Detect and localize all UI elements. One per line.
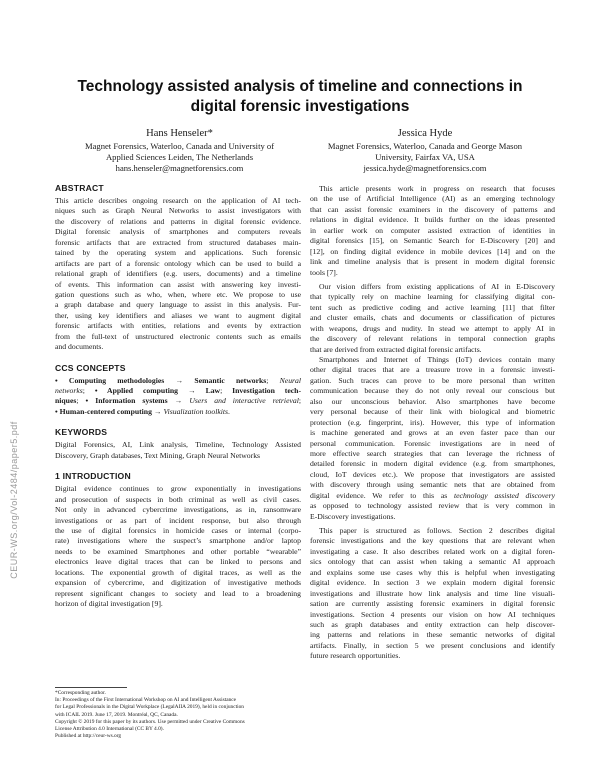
abstract-line: ther, using key identifiers and aliases we want to augment digital <box>55 310 301 320</box>
footnote-line: In: Proceedings of the First International Workshop on AI and Intelligent Assistance <box>55 697 237 704</box>
introduction-heading: 1 INTRODUCTION <box>55 471 131 482</box>
body-line: Smartphones and Internet of Things (IoT) devices contain many <box>319 355 555 364</box>
footnote-link[interactable]: Published at http://ceur-ws.org <box>55 733 122 740</box>
body-line: digital forensics [15], on Semantic Search for E-Discovery [20] and <box>310 236 555 246</box>
body-line: digital evidence. In section 3 we explain modern digital forensic <box>310 578 555 588</box>
abstract-line: gation questions such as who, when, where etc. We propose to use <box>55 289 301 299</box>
author-affiliation: University, Fairfax VA, USA <box>375 152 475 163</box>
author-email: hans.henseler@magnetforensics.com <box>115 163 244 174</box>
abstract-line: forensic artifacts with entities, relations and events by extraction <box>55 321 301 331</box>
intro-line: locations. The exponential growth of digital traces, as well as the <box>55 567 301 577</box>
ccs-arrow: → <box>151 406 164 416</box>
side-stamp <box>7 380 21 620</box>
abstract-line: relational graph of identifiers (e.g. users, documents) and a timeline <box>55 269 301 279</box>
body-line: This article presents work in progress on research that focuses <box>319 184 555 193</box>
intro-line: Digital evidence continues to grow exponentially in investigations <box>55 484 301 494</box>
ccs-italic-term: networks <box>55 386 83 395</box>
body-line: ing patterns and relations in these semantic networks of digital <box>310 630 555 640</box>
left-column <box>55 182 301 609</box>
footnote-line: for Legal Professionals in the Digital Workplace (LegalAIIA 2019), held in conjunction <box>55 704 244 711</box>
paragraph-4 <box>310 526 555 662</box>
intro-line: represent significant changes to society and lead to a broadening <box>55 588 301 598</box>
ccs-arrow: → <box>167 396 190 406</box>
footnote-line: with ICAIL 2019. June 17, 2019. Montréal, QC, Canada. <box>55 711 178 718</box>
abstract-line: and documents. <box>55 342 104 352</box>
right-column <box>310 184 555 662</box>
body-line: investigating a case. It also describes related work on a digital foren- <box>310 546 555 556</box>
intro-line: expansion of cybercrime, and digitization of investigative methods <box>55 578 301 588</box>
author-block-1 <box>52 127 307 175</box>
abstract-line: the discovery of relations and patterns in digital forensic evidence. <box>55 216 301 226</box>
body-line: link and timeline analysis that is present in modern digital forensic <box>310 257 555 267</box>
ccs-concept: • Information systems <box>85 396 168 406</box>
intro-line: needs to be examined Smartphones and other portable “wearable” <box>55 546 301 556</box>
ccs-arrow: → <box>178 386 206 395</box>
paragraph-2 <box>310 282 555 355</box>
body-line: sics ontology that can assist when taking a semantic AI approach <box>310 557 555 567</box>
ccs-arrow: → <box>164 375 195 385</box>
ccs-italic-term: Neural <box>279 375 302 385</box>
body-line: personal communication. Forensic investigations are in need of <box>310 438 555 448</box>
ccs-line <box>55 386 301 396</box>
body-line: as opposed to technology assisted review that is very common in <box>310 501 555 511</box>
ccs-separator: ; <box>266 375 280 385</box>
intro-line: and prosecution of suspects in both criminal as well as civil cases. <box>55 494 301 504</box>
body-line: gation. Such traces can prove to be more personal than written <box>310 375 555 385</box>
body-line: also our unconscious behavior. Also smartphones have become <box>310 396 555 406</box>
author-affiliation: Applied Sciences Leiden, The Netherlands <box>105 152 254 163</box>
introduction-body <box>55 484 301 609</box>
intro-line: electronics leave digital traces that can be linked to persons and <box>55 557 301 567</box>
body-line: on the use of Artificial Intelligence (AI) as an emerging technology <box>310 194 555 204</box>
ccs-line <box>55 376 301 386</box>
body-line: that can assist forensic examiners in the discovery of patterns and <box>310 204 555 214</box>
ccs-italic-term: Visualization toolkits <box>163 406 229 416</box>
intro-line: the use of digital forensics in homicide cases or internal (corpo- <box>55 525 301 535</box>
side-stamp-text: CEUR-WS.org/Vol-2484/paper5.pdf <box>9 421 19 579</box>
ccs-line <box>55 396 301 406</box>
body-line: that are derived from extracted digital forensic artifacts. <box>310 344 482 354</box>
body-line: very personal because of their link with biological and biometric <box>310 407 555 417</box>
body-line: forensic investigations and the key questions that are relevant when <box>310 536 555 546</box>
body-line: future research opportunities. <box>310 651 401 661</box>
body-line: in earlier work on computer assisted extraction of identities in <box>310 225 555 235</box>
body-line: E-Discovery investigations. <box>310 511 396 521</box>
ccs-heading: CCS CONCEPTS <box>55 362 126 373</box>
ccs-subconcept: niques <box>55 396 77 406</box>
footnote <box>55 690 305 740</box>
footnote-line: *Corresponding author. <box>55 690 106 696</box>
abstract-line: tained by the operating system and applications. Such forensic <box>55 248 301 258</box>
ccs-italic-term: Users and interactive retrieval <box>189 396 299 406</box>
author-name: Hans Henseler* <box>146 128 213 139</box>
author-affiliation: Magnet Forensics, Waterloo, Canada and University of <box>84 141 275 151</box>
ccs-concept: • Human-centered computing <box>55 406 152 416</box>
body-line: more effective search strategies that can leverage the richness of <box>310 448 555 458</box>
abstract-line: niques such as Graph Neural Networks to assist investigators with <box>55 206 301 216</box>
emphasis-term: technology assisted discovery <box>453 490 555 500</box>
ccs-concept: • Computing methodologies <box>55 375 165 385</box>
abstract-heading: ABSTRACT <box>55 183 104 193</box>
author-affiliation: Magnet Forensics, Waterloo, Canada and George Mason <box>327 141 523 151</box>
ccs-end: ; <box>76 396 86 406</box>
body-line: detailed forensic in modern digital evidence (e.g. from smartphones, <box>310 459 555 469</box>
ccs-end: ; <box>298 396 302 406</box>
abstract-line: from the full-text of unstructured electronic contents such as emails <box>55 331 301 341</box>
body-line: artifacts. Finally, in section 5 we present conclusions and identify <box>310 640 555 650</box>
body-line: tent such as predictive coding and active learning [11] that filter <box>310 302 555 312</box>
paragraph-3 <box>310 355 555 522</box>
body-line: communication because they do not only reveal our conscious but <box>310 386 555 396</box>
ccs-end: ; <box>82 386 95 395</box>
body-line: protection (e.g. fingerprint, iris). However, this type of information <box>310 417 555 427</box>
body-line: tools [7]. <box>310 267 338 277</box>
ccs-body <box>55 376 301 418</box>
intro-line: Not only in advanced cybercrime investigations, as in, ransomware <box>55 505 301 515</box>
title-line-2: digital forensic investigations <box>190 98 410 115</box>
keywords-line: Digital Forensics, AI, Link analysis, Timeline, Technology Assisted <box>55 440 301 450</box>
abstract-line: a graph database and query language to assist in this analysis. Fur- <box>55 300 301 310</box>
body-line: Our vision differs from existing applications of AI in E-Discovery <box>319 281 555 291</box>
intro-line: investigations or as part of incident response, but also through <box>55 515 301 525</box>
ccs-subconcept: Semantic networks <box>194 375 267 385</box>
body-line: and explains some use cases why this is helpful when investigating <box>310 567 555 577</box>
ccs-line <box>55 407 301 417</box>
body-line: [12], on finding digital evidence in mobile devices [14] and on the <box>310 246 555 256</box>
footnote-line: Copyright © 2019 for this paper by its authors. Use permitted under Creative Commons <box>55 718 245 725</box>
body-line: investigations and illustrate how link analysis and time line visuali- <box>310 588 555 598</box>
author-name: Jessica Hyde <box>397 128 453 139</box>
paper-title <box>40 77 560 117</box>
abstract-body <box>55 196 301 353</box>
abstract-line: of events. This information can assist with answering key investi- <box>55 279 301 289</box>
abstract-line: This article describes ongoing research on the application of AI tech- <box>55 196 301 205</box>
intro-line: rate) investigations where the suspect’s smartphone and/or laptop <box>55 536 301 546</box>
intro-line: horizon of digital investigation [9]. <box>55 599 163 608</box>
body-line <box>310 491 555 501</box>
ccs-end: . <box>228 406 230 416</box>
paragraph-1 <box>310 184 555 278</box>
body-line: is machine generated and grows at an even faster pace than our <box>310 428 555 438</box>
body-line: relations in digital evidence. It builds further on the ideas presented <box>310 215 555 225</box>
body-line-text: digital evidence. We refer to this as <box>310 490 454 500</box>
abstract-line: forensic artifacts that are extracted from structured databases main- <box>55 237 301 247</box>
ccs-subconcept: Investigation tech- <box>232 386 302 395</box>
ccs-separator: ; <box>220 386 233 395</box>
body-line: sation are currently assisting forensic examiners in digital forensic <box>310 599 555 609</box>
keywords-body <box>55 440 301 461</box>
body-line: investigations. Section 4 presents our vision on how AI techniques <box>310 609 555 619</box>
footnote-line: License Attribution 4.0 International (CC BY 4.0). <box>55 725 164 732</box>
author-block-2 <box>306 127 544 175</box>
body-line: the discovery of relevant relations in temporal connection graphs <box>310 334 555 344</box>
footnote-rule <box>55 687 127 688</box>
author-email: jessica.hyde@magnetforensics.com <box>363 163 487 174</box>
body-line: other digital traces that are a treasure trove in a forensic investi- <box>310 365 555 375</box>
ccs-concept: • Applied computing <box>94 386 179 395</box>
ccs-subconcept: Law <box>205 386 221 395</box>
keywords-heading: KEYWORDS <box>55 427 108 438</box>
body-line: and cluster emails, chats and documents or classification of pictures <box>310 313 555 323</box>
body-line: such as graph databases and entity extraction can help discover- <box>310 619 555 629</box>
body-line: This paper is structured as follows. Section 2 describes digital <box>319 526 555 535</box>
abstract-line: artifacts are part of a forensic ontology which can be used to build a <box>55 258 301 268</box>
body-line: with discovery through using semantic nets that are obtained from <box>310 480 555 490</box>
abstract-line: Digital forensic analysis of smartphones and computers reveals <box>55 227 301 237</box>
body-line: with weapons, drugs and nudity. In stead we attempt to apply AI in <box>310 323 555 333</box>
body-line: that typically rely on machine learning for classifying digital con- <box>310 292 555 302</box>
title-line-1: Technology assisted analysis of timeline and connections in <box>77 78 523 95</box>
keywords-line: Discovery, Graph databases, Text Mining, Graph Neural Networks <box>55 450 261 460</box>
body-line: cloud, IoT devices etc.). We propose that investigators are assisted <box>310 469 555 479</box>
